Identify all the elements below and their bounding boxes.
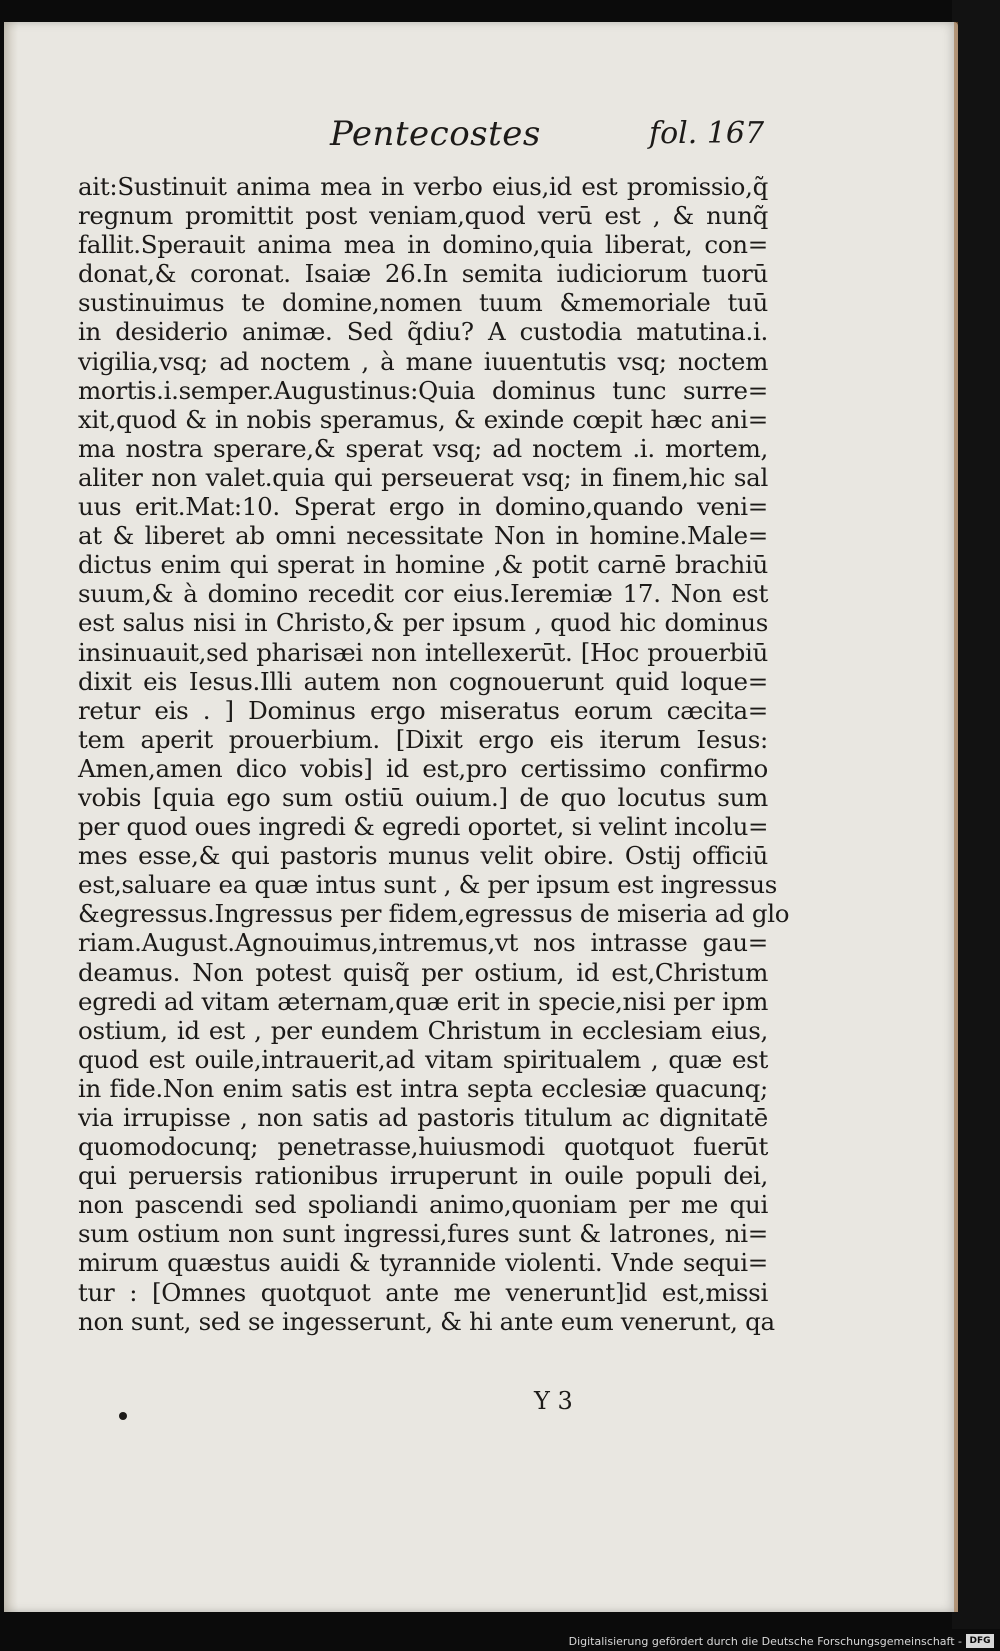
text-line: at & liberet ab omni necessitate Non in homine.Male= [78, 521, 768, 551]
text-line: dictus enim qui sperat in homine ,& potit carnē brachiū [78, 550, 768, 580]
text-line: est salus nisi in Christo,& per ipsum , quod hic dominus [78, 608, 768, 638]
text-line: egredi ad vitam æternam,quæ erit in specie,nisi per ipm [78, 986, 768, 1016]
text-line: ostium, id est , per eundem Christum in ecclesiam eius, [78, 1015, 768, 1045]
text-line: sum ostium non sunt ingressi,fures sunt & latrones, ni= [78, 1219, 768, 1249]
text-line: non sunt, sed se ingesserunt, & hi ante eum venerunt, qa [78, 1306, 775, 1336]
signature-mark: Y 3 [534, 1387, 573, 1415]
text-line: fallit.Sperauit anima mea in domino,quia liberat, con= [78, 230, 768, 260]
book-page [4, 22, 958, 1612]
text-line: &egressus.Ingressus per fidem,egressus de miseria ad glo [78, 899, 790, 929]
text-line: sustinuimus te domine,nomen tuum &memoriale tuū [78, 288, 768, 318]
text-line: quod est ouile,intrauerit,ad vitam spiritualem , quæ est [78, 1044, 768, 1074]
text-line: in desiderio animæ. Sed q̃diu? A custodia matutina.i. [78, 317, 768, 347]
text-line: quomodocunq; penetrasse,huiusmodi quotquot fuerūt [78, 1132, 768, 1162]
text-line: retur eis . ] Dominus ergo miseratus eorum cæcita= [78, 695, 768, 725]
text-line: per quod oues ingredi & egredi oportet, si velint incolu= [78, 812, 769, 842]
dfg-logo: DFG [966, 1634, 994, 1648]
footer-bar [0, 1629, 1000, 1651]
folio-number: fol. 167 [649, 116, 765, 151]
scan-background-edge [952, 0, 1000, 1651]
text-line: regnum promittit post veniam,quod verū est , & nunq̃ [78, 201, 768, 231]
text-line: tem aperit prouerbium. [Dixit ergo eis iterum Iesus: [78, 724, 768, 754]
text-line: vobis [quia ego sum ostiū ouium.] de quo locutus sum [78, 782, 768, 812]
text-line: dixit eis Iesus.Illi autem non cognouerunt quid loque= [78, 666, 768, 696]
text-line: uus erit.Mat:10. Sperat ergo in domino,quando veni= [78, 492, 768, 522]
text-line: in fide.Non enim satis est intra septa ecclesiæ quacunq; [78, 1073, 768, 1103]
gutter-shadow [4, 22, 18, 1612]
text-line: non pascendi sed spoliandi animo,quoniam per me qui [78, 1190, 768, 1220]
text-line: suum,& à domino recedit cor eius.Ieremiæ 17. Non est [78, 579, 768, 609]
text-line: xit,quod & in nobis speramus, & exinde cœpit hæc ani= [78, 404, 768, 434]
text-line: mes esse,& qui pastoris munus velit obire. Ostij officiū [78, 841, 768, 871]
text-line: ait:Sustinuit anima mea in verbo eius,id est promissio,q̃ [78, 172, 768, 201]
text-line: est,saluare ea quæ intus sunt , & per ipsum est ingressus [78, 870, 777, 900]
ink-dot [119, 1412, 127, 1420]
funding-note: Digitalisierung gefördert durch die Deutsche Forschungsgemeinschaft - [568, 1635, 962, 1648]
text-line: aliter non valet.quia qui perseuerat vsq; in finem,hic sal [78, 462, 768, 492]
running-head: Pentecostes [330, 114, 541, 154]
text-line: via irrupisse , non satis ad pastoris titulum ac dignitatē [78, 1103, 768, 1132]
text-block [78, 172, 790, 1336]
text-line: riam.August.Agnouimus,intremus,vt nos intrasse gau= [78, 928, 768, 958]
text-line: mortis.i.semper.Augustinus:Quia dominus tunc surre= [78, 375, 768, 405]
text-line: vigilia,vsq; ad noctem , à mane iuuentutis vsq; noctem [78, 346, 768, 376]
text-line: qui peruersis rationibus irruperunt in ouile populi dei, [78, 1161, 768, 1191]
text-line: donat,& coronat. Isaiæ 26.In semita iudiciorum tuorū [78, 259, 768, 289]
text-line: ma nostra sperare,& sperat vsq; ad noctem .i. mortem, [78, 433, 768, 463]
text-line: mirum quæstus auidi & tyrannide violenti. Vnde sequi= [78, 1248, 768, 1278]
text-line: Amen,amen dico vobis] id est,pro certissimo confirmo [78, 753, 768, 783]
text-line: tur : [Omnes quotquot ante me venerunt]id est,missi [78, 1277, 768, 1307]
text-line: insinuauit,sed pharisæi non intellexerūt. [Hoc prouerbiū [78, 637, 768, 667]
text-line: deamus. Non potest quisq̃ per ostium, id est,Christum [78, 957, 768, 987]
page-edge [954, 22, 958, 1612]
